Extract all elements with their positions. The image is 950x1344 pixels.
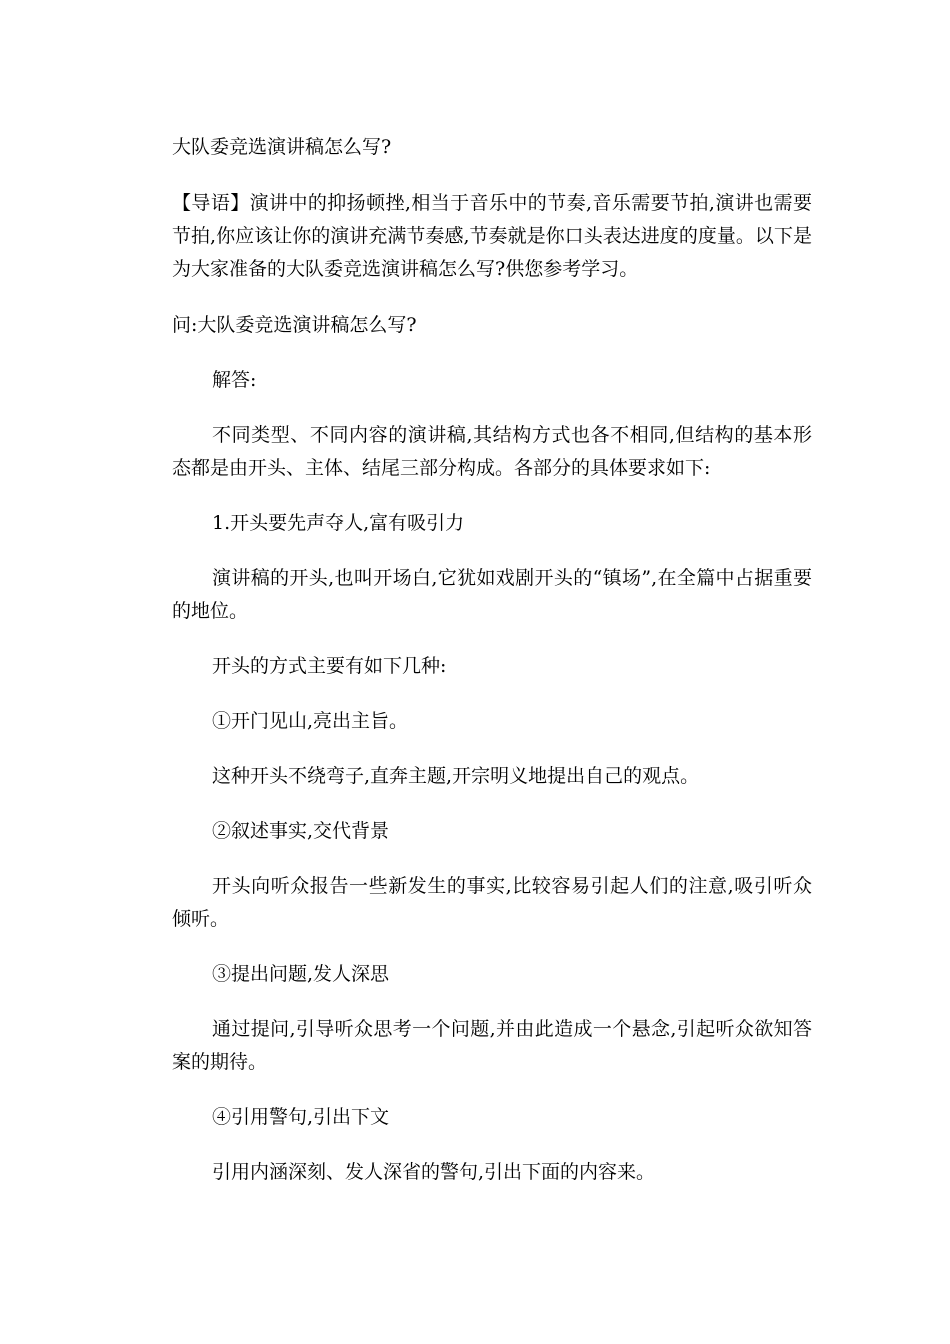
structure-paragraph: 不同类型、不同内容的演讲稿,其结构方式也各不相同,但结构的基本形态都是由开头、主体、结尾三部分构成。各部分的具体要求如下: [172,424,812,479]
document-title: 大队委竞选演讲稿怎么写? [172,136,392,158]
method-3-heading: ③提出问题,发人深思 [212,963,390,985]
method-2-text: 开头向听众报告一些新发生的事实,比较容易引起人们的注意,吸引听众倾听。 [172,875,812,930]
method-1-text: 这种开头不绕弯子,直奔主题,开宗明义地提出自己的观点。 [212,765,700,787]
question-line: 问:大队委竞选演讲稿怎么写? [172,314,417,336]
method-3-text: 通过提问,引导听众思考一个问题,并由此造成一个悬念,引起听众欲知答案的期待。 [172,1018,812,1073]
method-4-text: 引用内涵深刻、发人深省的警句,引出下面的内容来。 [212,1161,656,1183]
method-4-heading: ④引用警句,引出下文 [212,1106,390,1128]
intro-paragraph: 【导语】演讲中的抑扬顿挫,相当于音乐中的节奏,音乐需要节拍,演讲也需要节拍,你应该让你的演讲充满节奏感,节奏就是你口头表达进度的度量。以下是为大家准备的大队委竞选演讲稿怎么写?供您参考学习。 [172,192,812,280]
method-1-heading: ①开门见山,亮出主旨。 [212,710,409,732]
method-2-heading: ②叙述事实,交代背景 [212,820,390,842]
opening-paragraph: 演讲稿的开头,也叫开场白,它犹如戏剧开头的“镇场”,在全篇中占据重要的地位。 [172,567,812,622]
methods-intro: 开头的方式主要有如下几种: [212,655,447,677]
answer-label: 解答: [212,369,257,391]
section-1-heading: 1.开头要先声夺人,富有吸引力 [212,512,465,534]
